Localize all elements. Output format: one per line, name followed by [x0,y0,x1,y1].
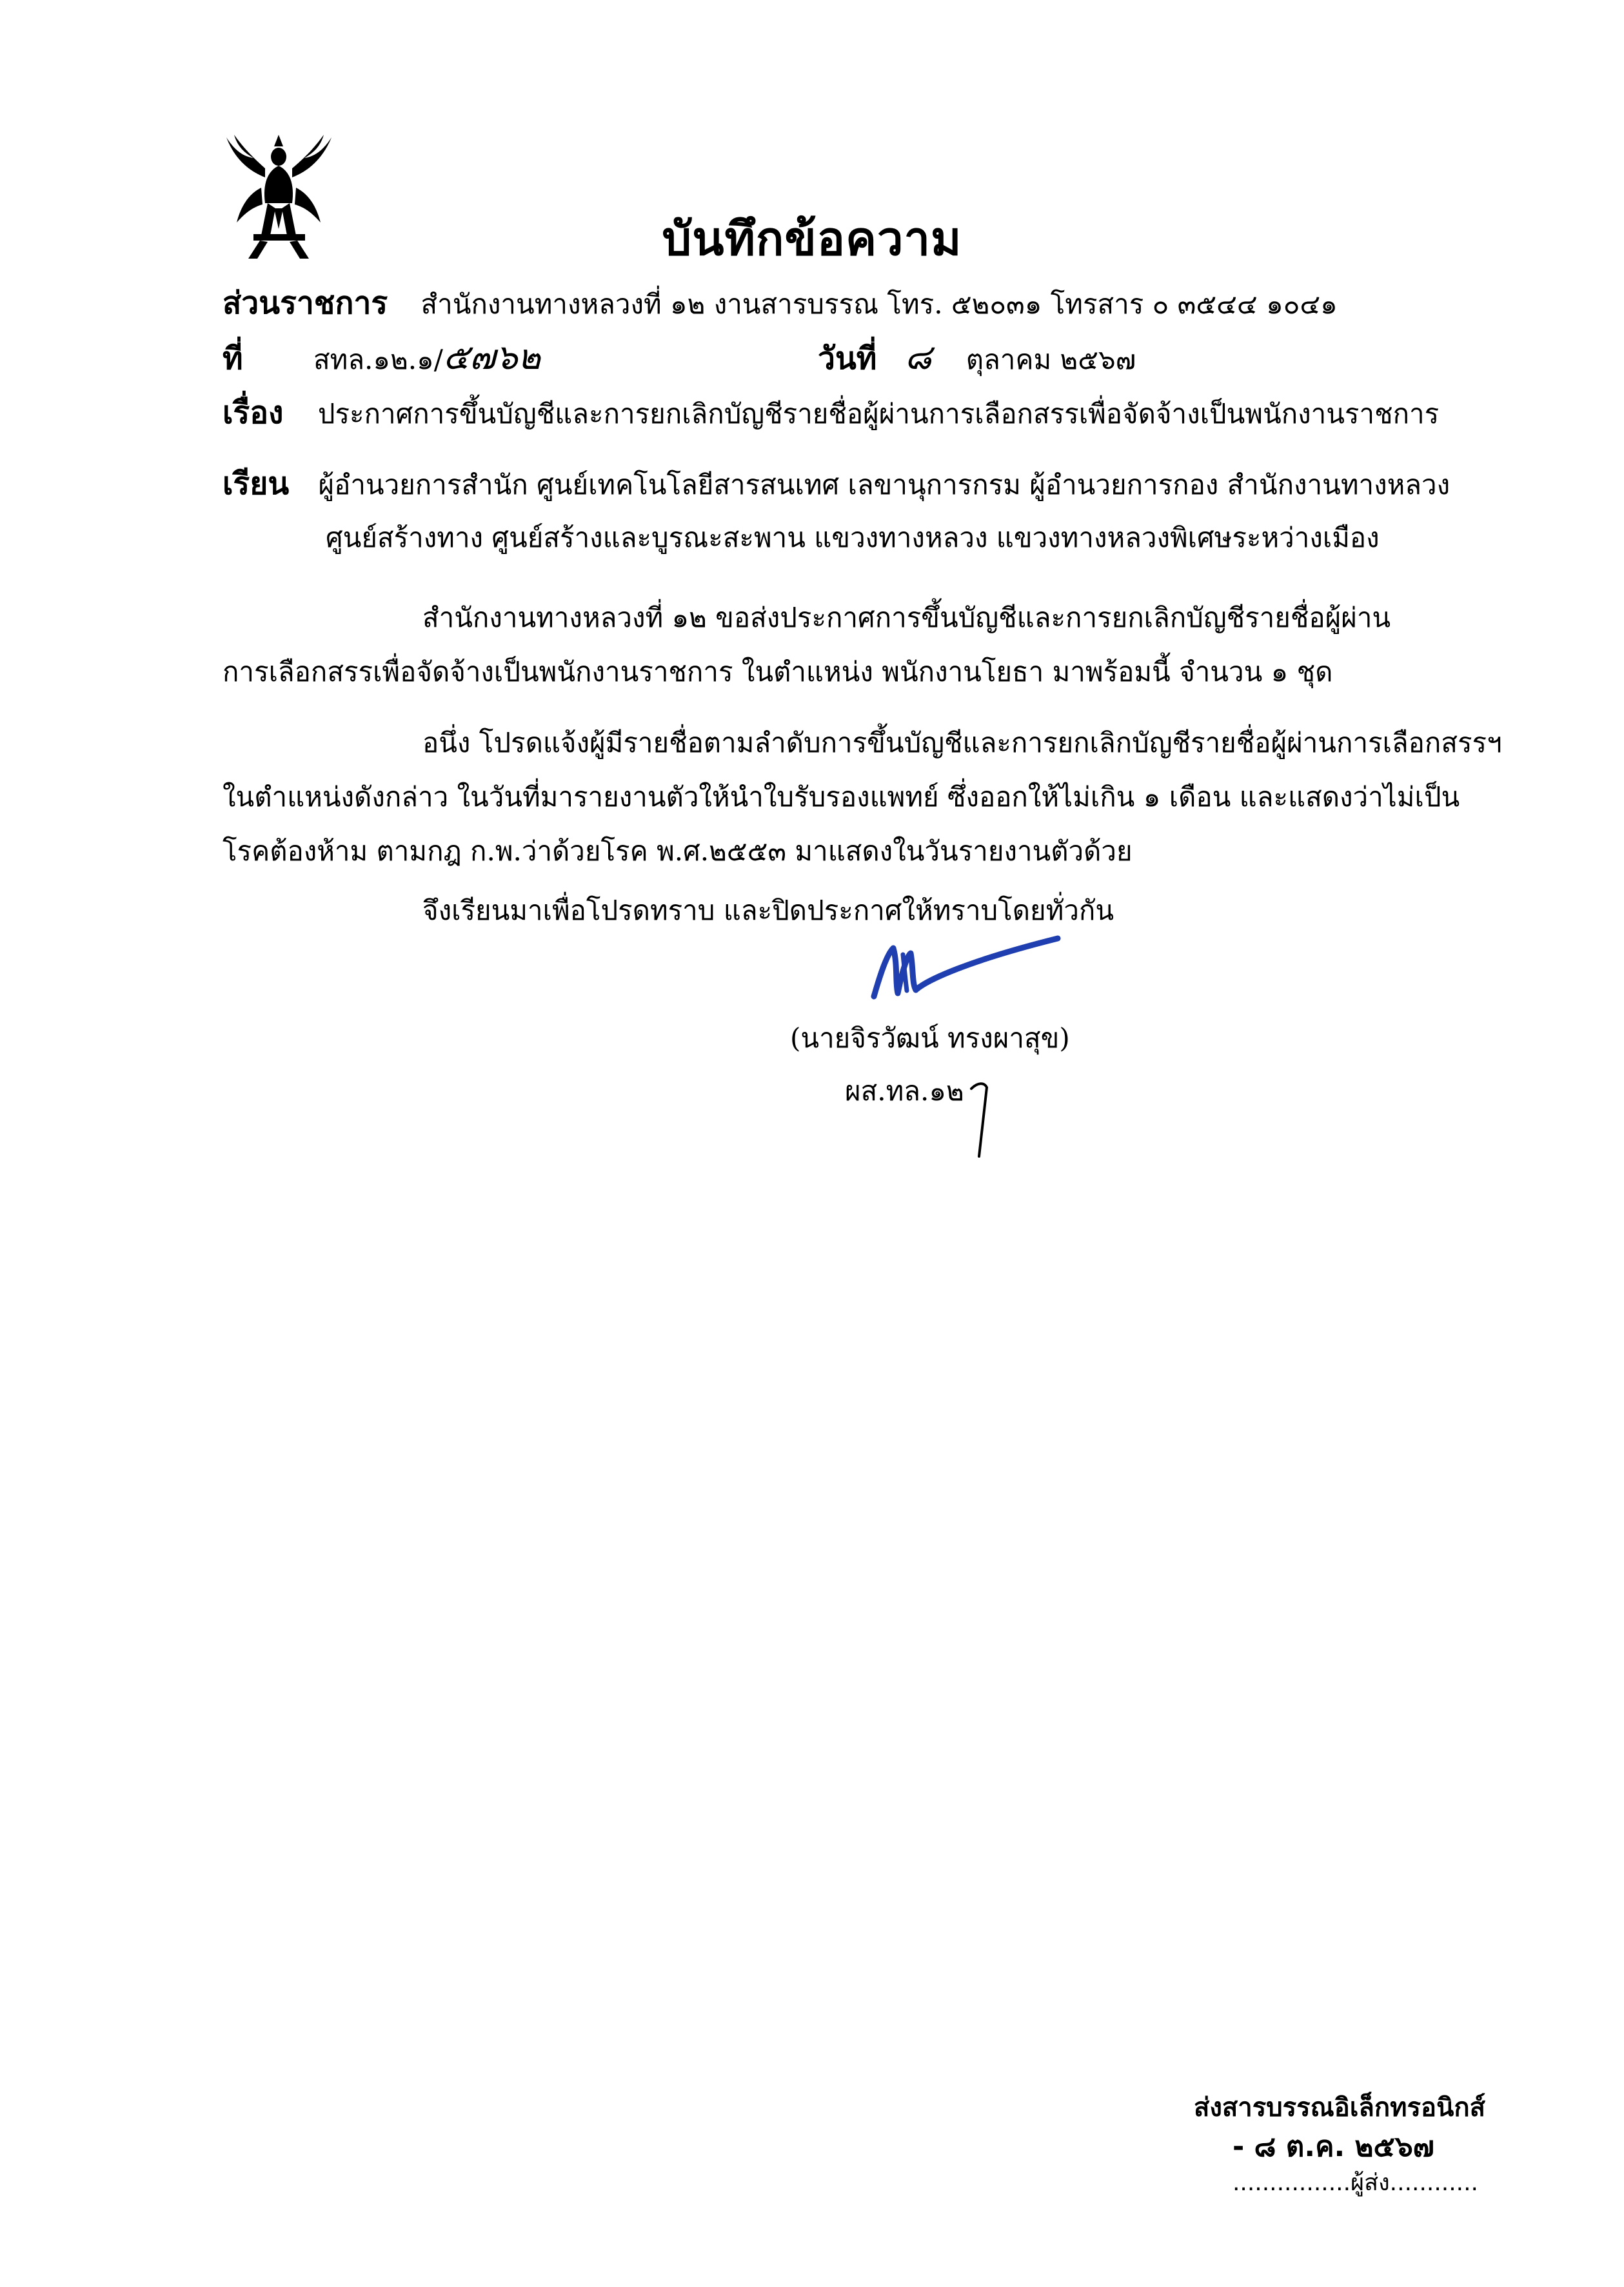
receipt-stamp [1194,2086,1485,2201]
reference-row [223,339,540,378]
paragraph-3-line-1: จึงเรียนมาเพื่อโปรดทราบ และปิดประกาศให้ทราบโดยทั่วกัน [422,895,1114,926]
paragraph-1-line-1: สำนักงานทางหลวงที่ ๑๒ ขอส่งประกาศการขึ้นบัญชีและการยกเลิกบัญชีรายชื่อผู้ผ่าน [422,602,1391,633]
agency-row [223,285,1338,322]
paragraph-2-line-2: ในตำแหน่งดังกล่าว ในวันที่มารายงานตัวให้นำใบรับรองแพทย์ ซึ่งออกให้ไม่เกิน ๑ เดือน และแสดงว่าไม่เป็น [223,781,1460,813]
recipient-row [223,466,1450,503]
stamp-date: - ๘ ต.ค. ๒๕๖๗ [1232,2130,1434,2163]
reference-prefix: สทล.๑๒.๑/ [313,344,443,375]
document-title: บันทึกข้อความ [662,212,962,266]
recipient-label: เรียน [223,466,290,502]
agency-value: สำนักงานทางหลวงที่ ๑๒ งานสารบรรณ โทร. ๕๒๐๓๑ โทรสาร ๐ ๓๕๔๔ ๑๐๔๑ [421,288,1338,320]
reference-label: ที่ [223,341,243,377]
date-month-year: ตุลาคม ๒๕๖๗ [965,344,1136,375]
date-label: วันที่ [818,341,877,377]
date-row [818,339,1136,378]
paragraph-1-line-2: การเลือกสรรเพื่อจัดจ้างเป็นพนักงานราชการ ในตำแหน่ง พนักงานโยธา มาพร้อมนี้ จำนวน ๑ ชุด [223,656,1333,688]
subject-label: เรื่อง [223,395,284,431]
recipient-line-1: ผู้อำนวยการสำนัก ศูนย์เทคโนโลยีสารสนเทศ เลขานุการกรม ผู้อำนวยการกอง สำนักงานทางหลวง [318,469,1451,500]
pen-stroke-icon [967,1076,993,1160]
paragraph-2-line-3: โรคต้องห้าม ตามกฎ ก.พ.ว่าด้วยโรค พ.ศ.๒๕๕๓ มาแสดงในวันรายงานตัวด้วย [223,835,1133,867]
handwritten-signature-icon [864,929,1071,1013]
signatory-position: ผส.ทล.๑๒ [845,1075,964,1107]
signatory-name: (นายจิรวัฒน์ ทรงผาสุข) [790,1022,1070,1054]
subject-row [223,395,1439,432]
stamp-line-1: ส่งสารบรรณอิเล็กทรอนิกส์ [1193,2093,1485,2123]
recipient-line-2: ศูนย์สร้างทาง ศูนย์สร้างและบูรณะสะพาน แขวงทางหลวง แขวงทางหลวงพิเศษระหว่างเมือง [326,522,1380,553]
reference-number: ๕๗๖๒ [442,337,541,377]
stamp-sender-line: ................ผู้ส่ง............ [1232,2170,1478,2196]
date-day: ๘ [904,337,932,377]
paragraph-2-line-1: อนึ่ง โปรดแจ้งผู้มีรายชื่อตามลำดับการขึ้นบัญชีและการยกเลิกบัญชีรายชื่อผู้ผ่านการเลือกสรรฯ [422,727,1502,758]
subject-value: ประกาศการขึ้นบัญชีและการยกเลิกบัญชีรายชื่อผู้ผ่านการเลือกสรรเพื่อจัดจ้างเป็นพนักงานราชการ [317,398,1440,430]
agency-label: ส่วนราชการ [223,285,388,321]
